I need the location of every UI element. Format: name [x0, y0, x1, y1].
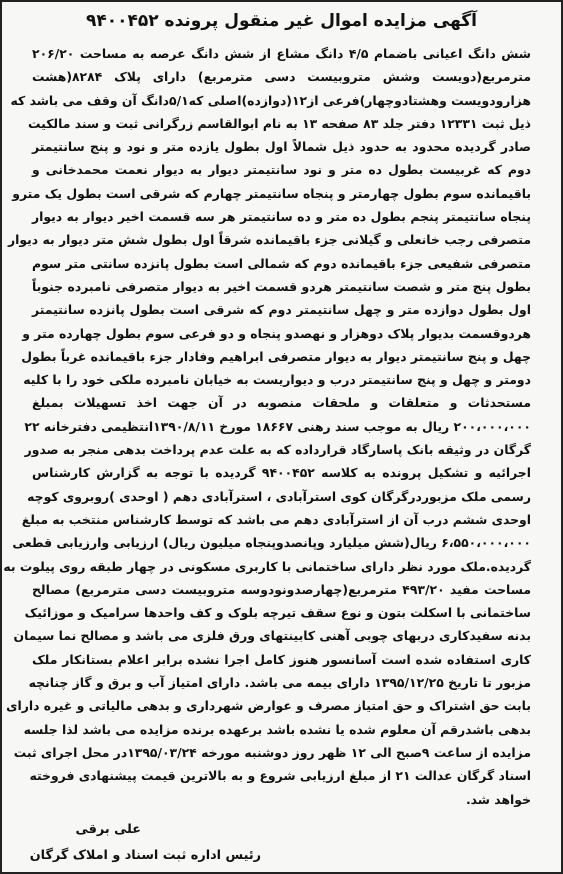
notice-line: دومتر و چهل و پنج سانتیمتر درب و دیواریست به خیابان نامبرده ملکی خود را با کلیه — [23, 372, 531, 388]
notice-line: رسمی ملک مزبوردرگرگان کوی استرآبادی ، استرآبادی دهم ( اوحدی )روبروی کوچه — [27, 488, 531, 504]
notice-line: ۲۰۰،۰۰۰،۰۰۰ ریال به موجب سند رهنی ۱۸۶۶۷ مورخ ۱۳۹۰/۸/۱۱انتظیمی دفترخانه ۲۲ — [24, 418, 531, 434]
notice-line: پنجاه سانتیمتر پنجم بطول ده متر و ده سانتیمتر هر سه قسمت اخیر دیوار به دیوار — [32, 209, 531, 225]
notice-line: ذیل ثبت ۱۲۳۳۱ دفتر جلد ۸۳ صفحه ۱۳ به نام ابوالقاسم زرگرانی ثبت و سند مالکیت — [28, 115, 531, 131]
notice-line: باقیمانده سوم بطول چهارمتر و پنجاه سانتیمتر چهارم که شرقی است بطول یک مترو — [12, 185, 531, 201]
notice-line: بدنه سفیدکاری دربهای چوبی آهنی کابینتهای ورق فلزی می باشد و مصالح نما سیمان — [13, 628, 531, 644]
notice-line: متصرفی شفیعی جزء باقیمانده دوم که شمالی است بطول پانزده سانتی متر سوم — [32, 255, 531, 271]
notice-line: بطول پنج متر و شصت سانتیمتر هردو قسمت اخیر به دیوار متصرفی نامبرده جنوباً — [32, 278, 531, 294]
notice-title: آگهی مزایده اموال غیر منقول پرونده ۹۴۰۰۴۵۲ — [85, 11, 478, 31]
notice-line: صادر گردیده محدود به حدود ذیل شمالاً اول بطول یازده متر و نود و پنج سانتیمتر — [32, 139, 531, 155]
notice-line: متصرفی رجب خانعلی و گیلانی جزء باقیمانده شرقاً اول بطول شش متر دیوار به دیوار — [7, 232, 531, 248]
notice-line: گرگان در وثیقه بانک پاسارگاد قرارداده که به علت عدم پرداخت بدهی منجر به صدور — [24, 442, 531, 458]
notice-line: مزایده از ساعت ۹صبح الی ۱۲ ظهر روز دوشنبه مورخه ۱۳۹۵/۰۳/۲۴در محل اجرای ثبت — [13, 744, 531, 760]
notice-body — [3, 42, 531, 811]
notice-line: کاری استفاده شده است آسانسور هنوز کامل اجرا نشده برابر اعلام بستانکار ملک — [32, 651, 531, 667]
notice-line: گردیده.ملک مورد نظر دارای ساختمانی با کاربری مسکونی در چهار طبقه روی پیلوت به — [3, 558, 531, 574]
notice-line: ۶،۵۵۰،۰۰۰،۰۰۰ ریال(شش میلیارد وپانصدوپنجاه میلیون ریال) ارزیابی وارزیابی قطعی — [12, 535, 531, 551]
notice-line: هردوقسمت بدیوار پلاک دوهزار و نهصدو پنجاه و دو فرعی سوم بطول چهارده متر و — [22, 325, 531, 341]
notice-line: بدهی باشدرقم آن معلوم شده یا نشده باشد برعهده برنده مزایده می باشد لذا جلسه — [23, 721, 531, 737]
notice-line: خواهد شد. — [465, 791, 531, 807]
notice-line: هزارودویست وهشتادوچهار)فرعی از۱۲(دوازده)اصلی که۵/۱دانگ آن وقف می باشد که — [10, 92, 531, 108]
notice-line: شش دانگ اعیانی باضمام ۴/۵ دانگ مشاع از شش دانگ عرصه به مساحت ۲۰۶/۲۰ — [32, 46, 531, 61]
notice-line: اجرائیه و تشکیل پرونده به کلاسه ۹۴۰۰۴۵۲ گردیده با توجه به گزارش کارشناس — [32, 465, 531, 481]
signature-title: رئیس اداره ثبت اسناد و املاک گرگان — [29, 848, 261, 863]
notice-line: مزبور تا تاریخ ۱۳۹۵/۱۲/۲۵ دارای بیمه می باشد. دارای امتیاز آب و برق و گاز چنانچه — [28, 675, 531, 691]
notice-line: مساحت مفید ۴۹۳/۲۰ مترمربع(چهارصدونودوسه متروبیست دسی مترمربع) مصالح — [32, 581, 531, 597]
notice-line: اول بطول دوازده متر و چهل سانتیمتر دوم که شرقی است بطول پانزده سانتیمتر — [32, 302, 531, 318]
notice-line: اوحدی ششم درب آن از استرآبادی دهم می باشد که توسط کارشناس منتخب به مبلغ — [21, 511, 531, 527]
notice-line: دوم که غربیست بطول ده متر و نود سانتیمتر دیوار به دیوار نعمت محمدخانی و — [32, 162, 531, 178]
signature-name: علی برقی — [75, 822, 141, 837]
notice-line: چهل و پنج سانتیمتر دیوار به دیوار متصرفی ابراهیم وفادار جزء باقیمانده غرباً بطول — [21, 348, 531, 364]
notice-line: بابت حق اشتراک و حق امتیاز مصرف و عوارض شهرداری و بدهی مالیاتی و غیره دارای — [6, 698, 531, 714]
notice-line: اسناد گرگان عدالت ۲۱ از مبلغ ارزیابی شروع و به بالاترین قیمت پیشنهادی فروخته — [29, 768, 531, 784]
notice-line: مستحدثات و متعلقات و ملحقات منصوبه در آن جهت اخذ تسهیلات بمبلغ — [32, 395, 531, 411]
notice-line: ساختمانی با اسکلت بتون و نوع سقف تیرچه بلوک و کف واحدها سرامیک و موزائیک — [24, 605, 531, 621]
notice-line: مترمربع(دویست وشش متروبیست دسی مترمربع) دارای پلاک ۸۲۸۴(هشت — [32, 69, 531, 85]
